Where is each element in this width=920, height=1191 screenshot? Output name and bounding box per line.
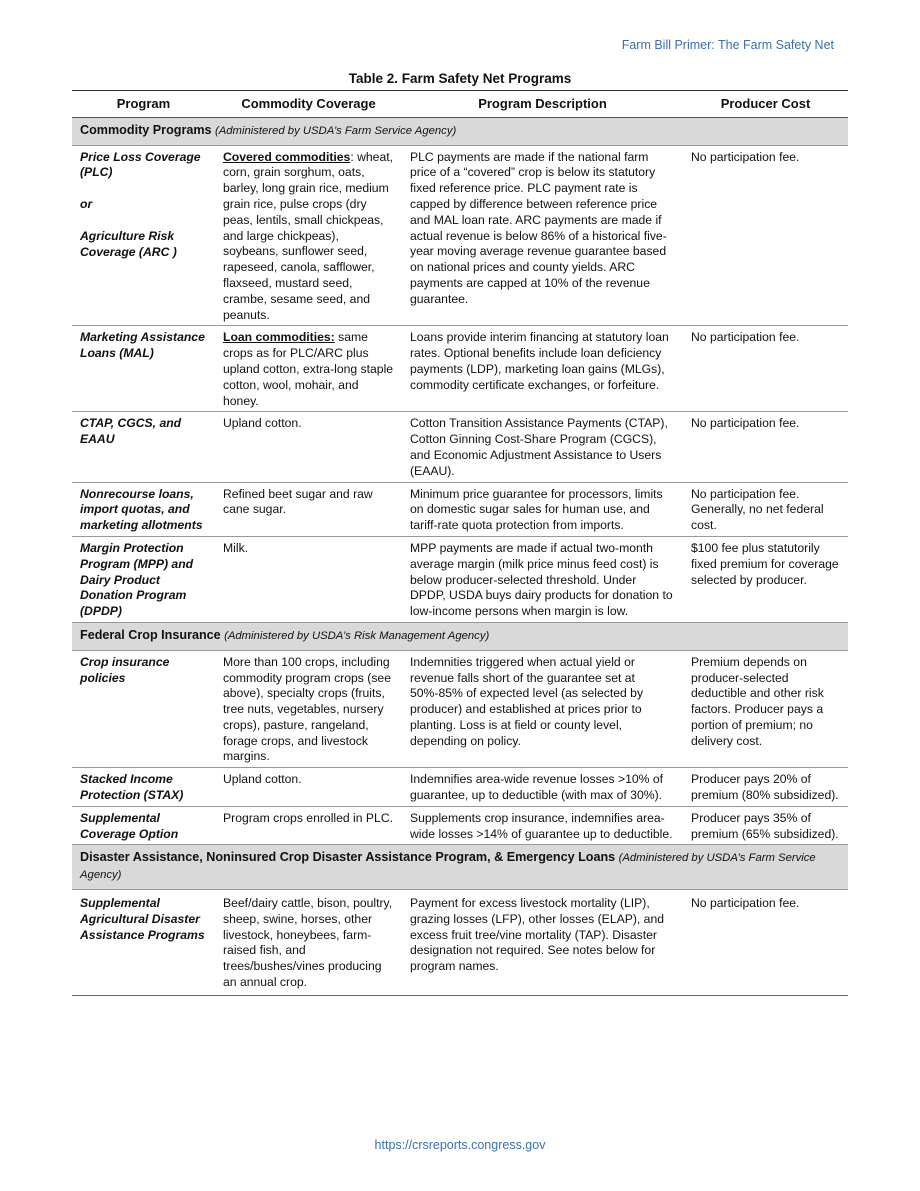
table-row	[72, 890, 848, 996]
program-cell: Supplemental Coverage Option	[72, 806, 215, 845]
program-cell	[72, 145, 215, 326]
coverage-label: Loan commodities:	[223, 330, 335, 345]
cost-cell: No participation fee.	[683, 412, 848, 482]
description-cell: Cotton Transition Assistance Payments (CTAP), Cotton Ginning Cost-Share Program (CGCS), and Economic Adjustment Assistance to Users (EAAU).	[402, 412, 683, 482]
coverage-cell: Upland cotton.	[215, 768, 402, 807]
table-row	[72, 806, 848, 845]
table-header-row	[72, 91, 848, 118]
column-header-program: Program	[72, 91, 215, 118]
coverage-cell: Program crops enrolled in PLC.	[215, 806, 402, 845]
program-cell: Nonrecourse loans, import quotas, and marketing allotments	[72, 482, 215, 536]
description-cell: PLC payments are made if the national farm price of a “covered” crop is below its statutory fixed reference price. PLC payment rate is capped by difference between reference price and MAL loan rate. ARC payments are made if actual revenue is below 86% of a historical five-year moving average revenue guarantee based on national prices and county yields. ARC payments are capped at 10% of the revenue guarantee.	[402, 145, 683, 326]
program-name: Agriculture Risk Coverage (ARC )	[80, 228, 177, 259]
section-title: Federal Crop Insurance	[80, 627, 221, 642]
running-header: Farm Bill Primer: The Farm Safety Net	[621, 38, 834, 52]
cost-cell: No participation fee.	[683, 145, 848, 326]
program-cell: Supplemental Agricultural Disaster Assistance Programs	[72, 890, 215, 996]
coverage-text: same crops as for PLC/ARC plus upland cotton, extra-long staple cotton, wool, mohair, and honey.	[223, 330, 394, 408]
coverage-cell: Milk.	[215, 536, 402, 622]
cost-cell: Producer pays 20% of premium (80% subsidized).	[683, 768, 848, 807]
description-cell: Loans provide interim financing at statutory loan rates. Optional benefits include loan deficiency payments (LDP), marketing loan gains (MLGs), commodity certificate exchanges, or forfeiture.	[402, 326, 683, 412]
farm-safety-net-table	[72, 90, 848, 996]
column-header-program-description: Program Description	[402, 91, 683, 118]
table-row	[72, 145, 848, 326]
program-cell: Stacked Income Protection (STAX)	[72, 768, 215, 807]
description-cell: Payment for excess livestock mortality (LIP), grazing losses (LFP), other losses (ELAP), and excess fruit tree/vine mortality (TAP). Disaster designation not required. See notes below for program names.	[402, 890, 683, 996]
column-header-commodity-coverage: Commodity Coverage	[215, 91, 402, 118]
cost-cell: No participation fee.	[683, 326, 848, 412]
table-row	[72, 768, 848, 807]
description-cell: Supplements crop insurance, indemnifies area-wide losses >14% of guarantee up to deductible.	[402, 806, 683, 845]
section-title: Commodity Programs	[80, 122, 212, 137]
description-cell: MPP payments are made if actual two-month average margin (milk price minus feed cost) is below producer-selected threshold. Under DPDP, USDA buys dairy products for donation to low-income persons when margin is low.	[402, 536, 683, 622]
coverage-text: : wheat, corn, grain sorghum, oats, barley, long grain rice, medium grain rice, pulse crops (dry peas, lentils, small chickpeas, and large chickpeas), soybeans, sunflower seed, rapeseed, canola, safflower, flaxseed, mustard seed, crambe, sesame seed, and peanuts.	[223, 149, 394, 322]
cost-cell: No participation fee.	[683, 890, 848, 996]
column-header-producer-cost: Producer Cost	[683, 91, 848, 118]
table-row	[72, 482, 848, 536]
table-row	[72, 326, 848, 412]
description-cell: Indemnifies area-wide revenue losses >10% of guarantee, up to deductible (with max of 30%).	[402, 768, 683, 807]
coverage-cell: Refined beet sugar and raw cane sugar.	[215, 482, 402, 536]
footer-url[interactable]: https://crsreports.congress.gov	[374, 1138, 546, 1152]
program-or: or	[80, 197, 93, 212]
cost-cell: Producer pays 35% of premium (65% subsidized).	[683, 806, 848, 845]
coverage-cell: Beef/dairy cattle, bison, poultry, sheep, swine, horses, other livestock, honeybees, farm-raised fish, and trees/bushes/vines producing an annual crop.	[215, 890, 402, 996]
program-cell: CTAP, CGCS, and EAAU	[72, 412, 215, 482]
program-cell: Marketing Assistance Loans (MAL)	[72, 326, 215, 412]
coverage-cell: More than 100 crops, including commodity program crops (see above), specialty crops (fruits, tree nuts, vegetables, nursery crops), pasture, rangeland, forage crops, and livestock margins.	[215, 650, 402, 768]
section-row	[72, 622, 848, 650]
table-row	[72, 412, 848, 482]
cost-cell: No participation fee. Generally, no net federal cost.	[683, 482, 848, 536]
section-row	[72, 117, 848, 145]
section-note: (Administered by USDA’s Farm Service Agency)	[214, 124, 457, 137]
program-name: Price Loss Coverage (PLC)	[80, 149, 201, 180]
cost-cell: $100 fee plus statutorily fixed premium for coverage selected by producer.	[683, 536, 848, 622]
coverage-label: Covered commodities	[223, 149, 351, 164]
section-note: (Administered by USDA’s Risk Management Agency)	[224, 629, 490, 642]
coverage-cell: Upland cotton.	[215, 412, 402, 482]
cost-cell: Premium depends on producer-selected deductible and other risk factors. Producer pays a portion of premium; no delivery cost.	[683, 650, 848, 768]
section-row	[72, 845, 848, 890]
section-note: (Administered by USDA’s Farm Service Agency)	[80, 852, 816, 882]
coverage-cell	[215, 326, 402, 412]
table-row	[72, 650, 848, 768]
description-cell: Minimum price guarantee for processors, limits on domestic sugar sales for human use, and tariff-rate quota protection from imports.	[402, 482, 683, 536]
program-cell: Crop insurance policies	[72, 650, 215, 768]
table-row	[72, 536, 848, 622]
description-cell: Indemnities triggered when actual yield or revenue falls short of the guarantee set at 50%-85% of expected level (as selected by producer) and established at prices prior to planting. Loss is at field or county level, depending on policy.	[402, 650, 683, 768]
program-cell: Margin Protection Program (MPP) and Dairy Product Donation Program (DPDP)	[72, 536, 215, 622]
table-title: Table 2. Farm Safety Net Programs	[348, 71, 572, 86]
coverage-cell	[215, 145, 402, 326]
section-title: Disaster Assistance, Noninsured Crop Disaster Assistance Program, & Emergency Loans	[80, 850, 616, 865]
